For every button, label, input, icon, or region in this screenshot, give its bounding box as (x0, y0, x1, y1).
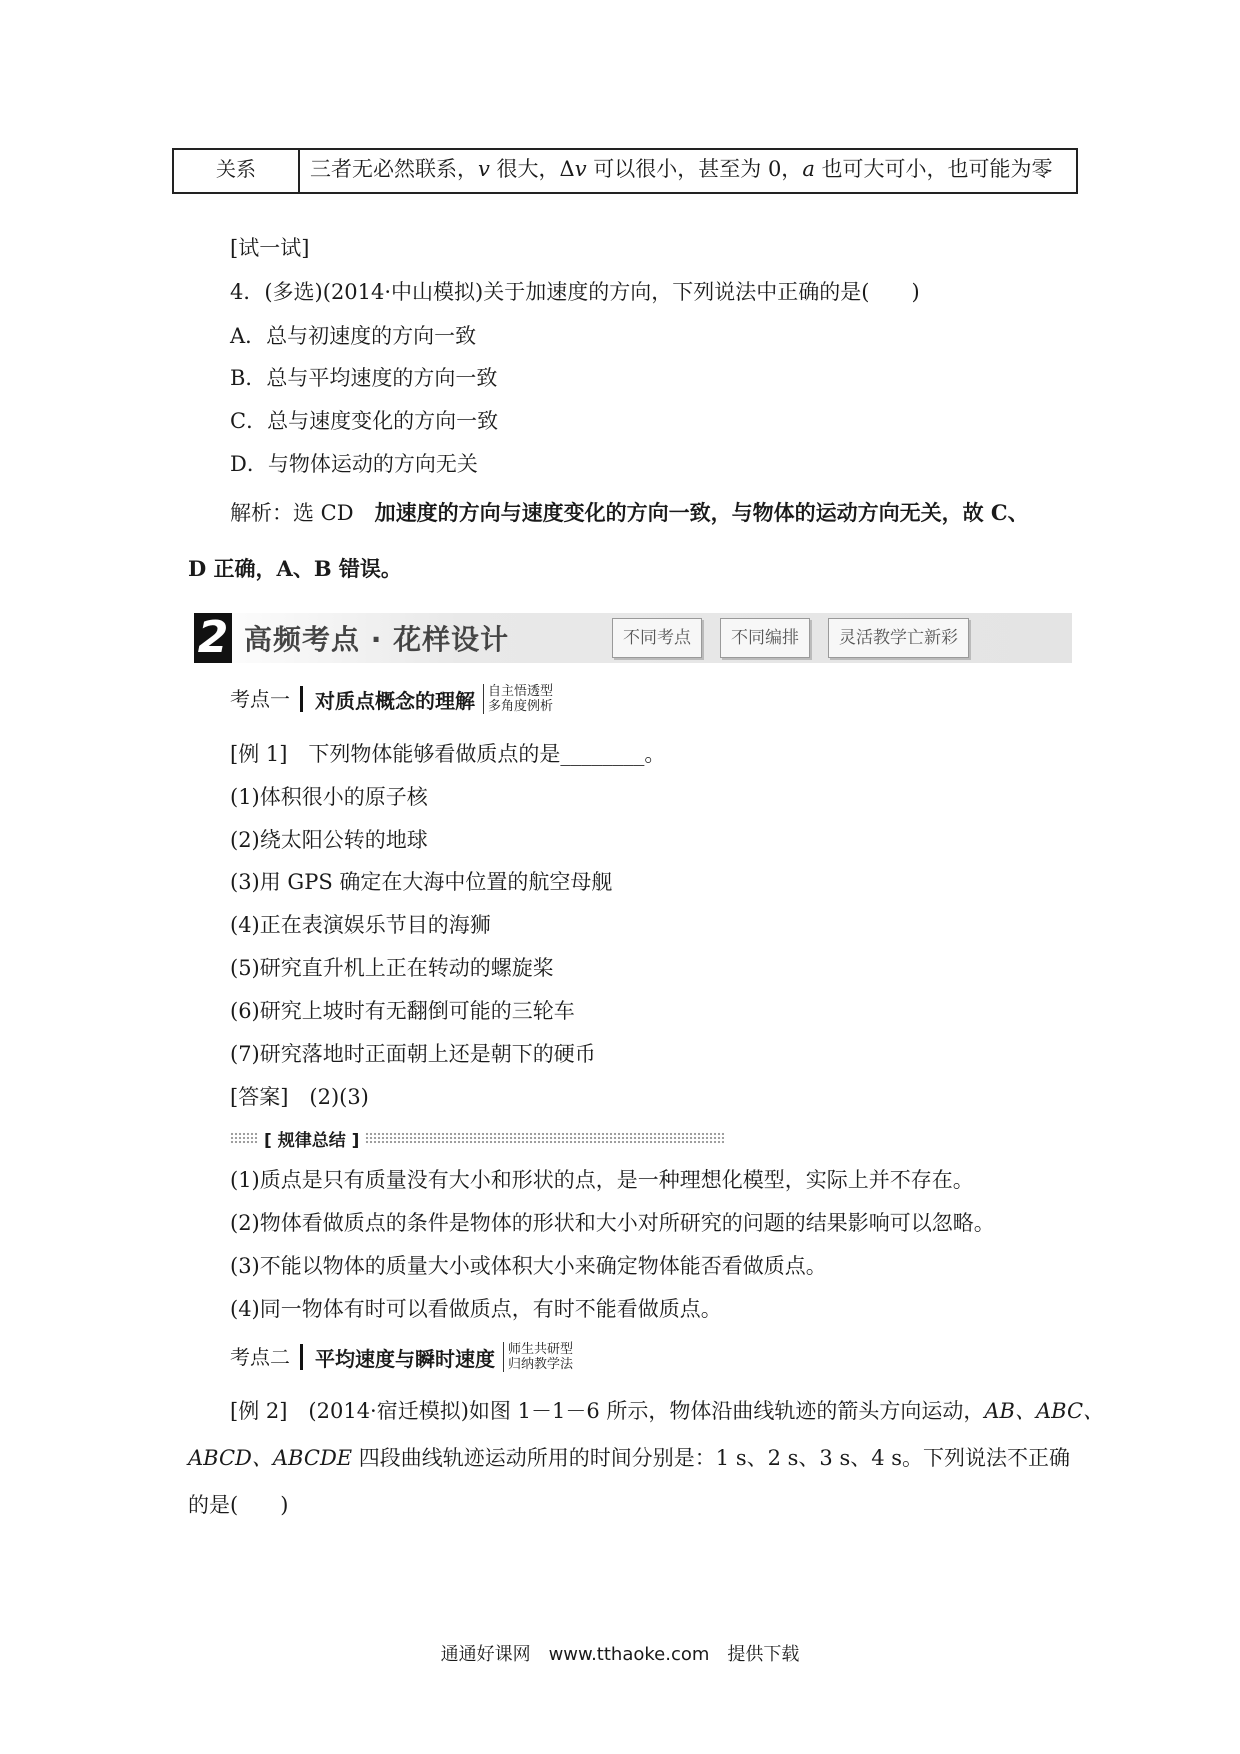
example1-answer: [答案] (2)(3) (230, 1085, 369, 1109)
example2-line2-math: ABCD、ABCDE (188, 1446, 353, 1470)
kaodian2-sub1: 师生共研型 (508, 1342, 574, 1357)
rules-heading (230, 1127, 724, 1149)
kaodian1-sub2: 多角度例析 (488, 699, 554, 714)
try-answer-line2: D 正确，A、B 错误。 (188, 556, 402, 581)
banner-tag-2: 不同编排 (720, 618, 810, 658)
banner-title: 高频考点 · 花样设计 (244, 623, 510, 656)
try-answer-line1 (230, 497, 1029, 527)
banner-number: 2 (194, 613, 232, 663)
banner-tag-1: 不同考点 (612, 618, 702, 658)
relation-text-1: 三者无必然联系， (310, 157, 478, 181)
rules-item-3: (3)不能以物体的质量大小或体积大小来确定物体能否看做质点。 (230, 1254, 827, 1278)
rules-dots-right (365, 1132, 724, 1144)
example1-item-2: (2)绕太阳公转的地球 (230, 828, 428, 852)
kaodian1-sub1: 自主悟透型 (488, 684, 554, 699)
try-question: 4．(多选)(2014·中山模拟)关于加速度的方向，下列说法中正确的是( ) (230, 280, 920, 304)
try-answer-prefix: 解析：选 CD (230, 501, 375, 525)
kaodian1-title: 对质点概念的理解 (315, 688, 475, 713)
try-option-b: B．总与平均速度的方向一致 (230, 366, 498, 390)
kaodian1-heading (230, 684, 553, 714)
try-heading: [试一试] (230, 236, 310, 260)
example1-item-5: (5)研究直升机上正在转动的螺旋桨 (230, 956, 554, 980)
relation-text-4: 也可大可小，也可能为零 (814, 157, 1053, 181)
try-option-a: A．总与初速度的方向一致 (230, 324, 477, 348)
relation-text-2: 很大，Δ (489, 157, 575, 181)
section-banner (194, 613, 1072, 663)
relation-table-head: 关系 (174, 150, 300, 192)
example1-item-3: (3)用 GPS 确定在大海中位置的航空母舰 (230, 870, 613, 894)
relation-table-body (300, 150, 1076, 192)
kaodian2-label: 考点二 (230, 1344, 303, 1370)
example1-question: [例 1] 下列物体能够看做质点的是________。 (230, 742, 666, 766)
example1-item-7: (7)研究落地时正面朝上还是朝下的硬币 (230, 1042, 596, 1066)
example2-line3: 的是( ) (188, 1493, 289, 1517)
kaodian2-subtitle (503, 1342, 573, 1372)
example2-line2-text: 四段曲线轨迹运动所用的时间分别是：1 s、2 s、3 s、4 s。下列说法不正确 (352, 1446, 1071, 1470)
example2-line2 (188, 1442, 1070, 1472)
example1-item-6: (6)研究上坡时有无翻倒可能的三轮车 (230, 999, 575, 1023)
example1-item-4: (4)正在表演娱乐节目的海狮 (230, 913, 491, 937)
rules-heading-text: [ 规律总结 ] (264, 1130, 360, 1151)
kaodian2-heading (230, 1342, 573, 1372)
example2-line1-math: AB、ABC、 (984, 1399, 1105, 1423)
relation-math-v: v (478, 157, 490, 181)
kaodian1-label: 考点一 (230, 686, 303, 712)
page-footer: 通通好课网 www.tthaoke.com 提供下载 (440, 1644, 800, 1665)
kaodian1-subtitle (483, 684, 553, 714)
example1-item-1: (1)体积很小的原子核 (230, 785, 428, 809)
rules-item-1: (1)质点是只有质量没有大小和形状的点，是一种理想化模型，实际上并不存在。 (230, 1168, 974, 1192)
rules-item-4: (4)同一物体有时可以看做质点，有时不能看做质点。 (230, 1297, 722, 1321)
rules-item-2: (2)物体看做质点的条件是物体的形状和大小对所研究的问题的结果影响可以忽略。 (230, 1211, 995, 1235)
rules-dots-left (230, 1132, 258, 1144)
try-option-c: C．总与速度变化的方向一致 (230, 409, 499, 433)
relation-math-dv: v (574, 157, 587, 181)
relation-math-a: a (802, 157, 815, 181)
try-answer-text: 加速度的方向与速度变化的方向一致，与物体的运动方向无关，故 C、 (374, 500, 1029, 525)
relation-text-3: 可以很小，甚至为 0， (586, 157, 803, 181)
try-option-d: D．与物体运动的方向无关 (230, 452, 478, 476)
example2-line1 (230, 1395, 1104, 1425)
kaodian2-title: 平均速度与瞬时速度 (315, 1346, 495, 1371)
example2-line1-text: [例 2] (2014·宿迁模拟)如图 1－1－6 所示，物体沿曲线轨迹的箭头方向运动， (230, 1399, 985, 1423)
kaodian2-sub2: 归纳教学法 (508, 1357, 574, 1372)
relation-table (172, 148, 1078, 194)
banner-tag-3: 灵活教学亡新彩 (828, 618, 969, 658)
